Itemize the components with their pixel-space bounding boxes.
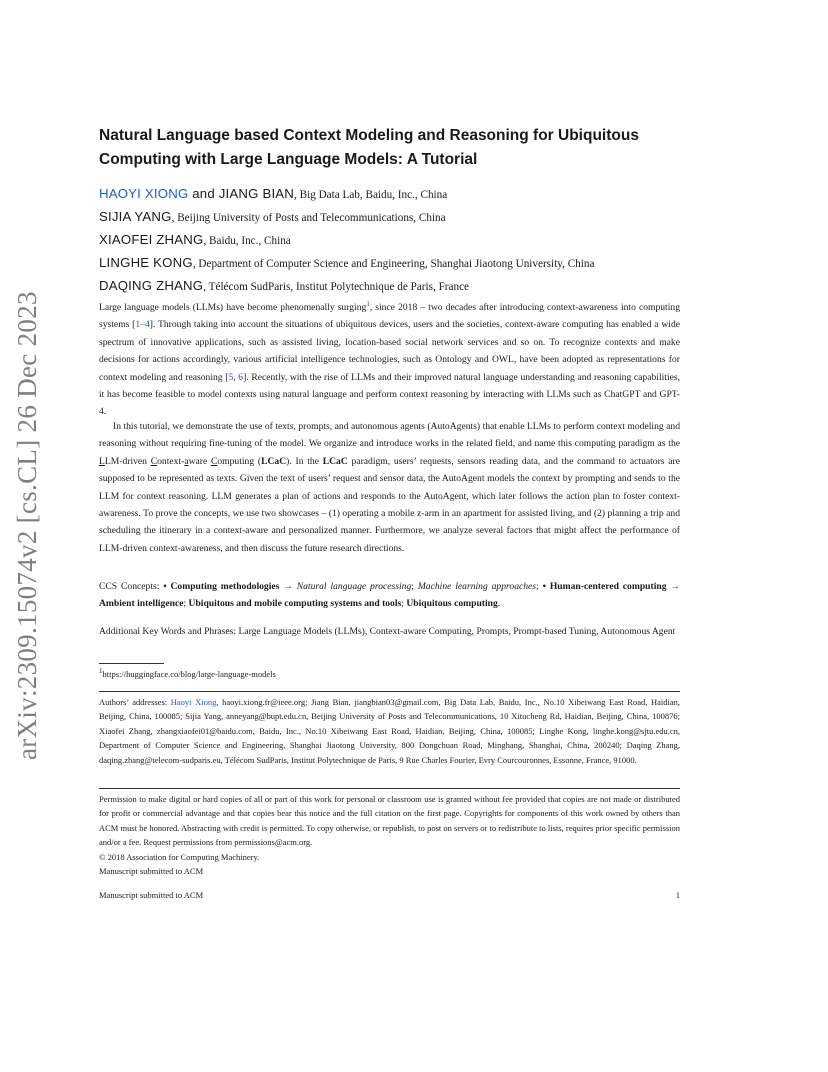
abstract-paragraph-1 [99, 299, 680, 421]
author-affiliation: , Department of Computer Science and Engineering, Shanghai Jiaotong University, China [192, 258, 595, 270]
page-footer [99, 890, 680, 900]
text-span: paradigm, users’ requests, sensors reading data, and the command to actuators are supposed to be represented as texts. Given the text of users’ request and sensor data, the AutoAgent models the context by prompting and sends to the LLM for context reasoning. LLM generates a plan of actions and responds to the AutoAgent, which later follows the action plan to foster context-awareness. To prove the concepts, we use two showcases – (1) operating a mobile z-arm in an apartment for assisted living, and (2) planning a trip and scheduling the itinerary in a context-aware and personalized manner. Furthermore, we analyze several factors that might affect the performance of LLM-driven context-awareness, and then discuss the future research directions. [99, 455, 680, 554]
ccs-concepts [99, 578, 680, 613]
author-affiliation: , Télécom SudParis, Institut Polytechnique de Paris, France [203, 281, 470, 293]
lcac-term: LCaC [261, 455, 287, 467]
text-span: , [233, 371, 239, 383]
text-span: Authors’ addresses: [99, 697, 171, 707]
ccs-concept: Ambient intelligence [99, 598, 184, 610]
footer-journal: Manuscript submitted to ACM [99, 890, 204, 900]
footnote-number: 1 [99, 667, 103, 676]
text-span: ware [188, 455, 211, 467]
author-line-2 [99, 206, 739, 229]
text-span: ]. Through taking into account the situations of ubiquitous devices, users and the societies, context-aware computing has enabled a wide spectrum of innovative applications, such as assisted living, location-based social network services and so on. To recognize contexts and make decisions for actions accordingly, various artificial intelligence technologies, such as Ontology and OWL, have been adopted as representations for context modeling and reasoning [ [99, 319, 681, 383]
author-affiliation: , Big Data Lab, Baidu, Inc., China [294, 189, 448, 201]
text-span: ontext- [157, 455, 185, 467]
ccs-concept: Human-centered computing [549, 581, 667, 592]
author-addresses [99, 695, 680, 767]
ccs-separator: ; [183, 598, 189, 610]
text-span: omputing ( [217, 455, 262, 467]
author-name-xiaofei-zhang: XIAOFEI ZHANG [99, 232, 204, 247]
ccs-end: . [497, 598, 501, 610]
ccs-separator: ; [401, 598, 407, 610]
ccs-concept: Ubiquitous computing [406, 598, 498, 610]
underlined-letter: a [184, 455, 189, 467]
ccs-bullet: • [163, 581, 171, 592]
citation-link[interactable]: 1–4 [135, 319, 150, 331]
abstract-paragraph-2 [99, 418, 680, 557]
ccs-subconcept: Natural language processing [296, 581, 412, 592]
text-span: LM-driven [104, 455, 151, 467]
author-affiliation: , Beijing University of Posts and Telecommunications, China [171, 212, 446, 224]
author-line-1 [99, 183, 739, 206]
author-name-sijia-yang: SIJIA YANG [99, 209, 172, 224]
author-link-haoyi-xiong[interactable]: HAOYI XIONG [99, 186, 189, 201]
footnote-marker-link[interactable]: 1 [366, 299, 370, 308]
footnote-divider [99, 663, 164, 664]
paper-title: Natural Language based Context Modeling and Reasoning for Ubiquitous Computing with Large Language Models: A Tutorial [99, 127, 639, 168]
ccs-label: CCS Concepts: [99, 581, 164, 592]
ccs-bullet: • [542, 581, 550, 592]
author-and: and [188, 186, 219, 201]
author-name-jiang-bian: JIANG BIAN [218, 186, 295, 201]
text-span: , haoyi.xiong.fr@ieee.org; Jiang Bian, jiangbian03@gmail.com, Big Data Lab, Baidu, Inc., No.10 Xibeiwang East Road, Haidian, Beijing, China, 100085; Sijia Yang, anneyang@bupt.edu.cn, Beijing University of Posts and Telecommunications, 10 Xitucheng Rd, Haidian, Beijing, China, 100876; Xiaofei Zhang, zhangxiaofei01@baidu.com, Baidu, Inc., No.10 Xibeiwang East Road, Haidian, Beijing, China, 100085; Linghe Kong, linghe.kong@sjtu.edu.cn, Department of Computer Science and Engineering, Shanghai Jiaotong University, 800 Dongchuan Road, Minghang, Shanghai, China, 200240; Daqing Zhang, daqing.zhang@telecom-sudparis.eu, Télécom SudParis, Institut Polytechnique de Paris, 9 Rue Charles Fourier, Evry Courcouronnes, Essonne, France, 91000. [99, 697, 680, 765]
text-span: In this tutorial, we demonstrate the use of texts, prompts, and autonomous agents (AutoAgents) that enable LLMs to perform context modeling and reasoning without requiring fine-tuning of the model. We organize and introduce works in the related field, and name this computing paradigm as the [99, 421, 680, 450]
addresses-divider [99, 691, 680, 692]
ccs-arrow: → [666, 581, 680, 592]
author-line-5 [99, 275, 739, 298]
ccs-concept: Ubiquitous and mobile computing systems and tools [188, 598, 402, 610]
ccs-separator: ; [536, 581, 543, 592]
footnote-url[interactable]: https://huggingface.co/blog/large-language-models [102, 669, 276, 679]
underlined-letter: L [99, 455, 105, 467]
lcac-term: LCaC [322, 455, 348, 467]
text-span: Large language models (LLMs) have become phenomenally surging [99, 302, 367, 313]
author-name-daqing-zhang: DAQING ZHANG [99, 278, 204, 293]
underlined-letter: C [150, 455, 158, 467]
permission-notice: Permission to make digital or hard copies of all or part of this work for personal or classroom use is granted without fee provided that copies are not made or distributed for profit or commercial advantage and that copies bear this notice and the full citation on the first page. Copyrights for components of this work owned by others than ACM must be honored. Abstracting with credit is permitted. To copy otherwise, or republish, to post on servers or to redistribute to lists, requires prior specific permission and/or a fee. Request permissions from permissions@acm.org. [99, 794, 680, 848]
text-span: ]. Recently, with the rise of LLMs and their improved natural language understanding and reasoning capabilities, it has become feasible to model contexts using natural language and perform context reasoning by interacting with LLMs such as ChatGPT and GPT-4. [99, 371, 681, 418]
arxiv-stamp: arXiv:2309.15074v2 [cs.CL] 26 Dec 2023 [12, 291, 42, 760]
citation-link[interactable]: 6 [238, 371, 244, 383]
author-address-link[interactable]: Haoyi Xiong [170, 697, 217, 707]
text-span: , since 2018 – two decades after introducing context-awareness into computing systems [ [99, 302, 680, 331]
ccs-arrow: → [279, 581, 297, 592]
author-name-linghe-kong: LINGHE KONG [99, 255, 193, 270]
ccs-separator: ; [411, 581, 418, 592]
manuscript-note: Manuscript submitted to ACM [99, 866, 204, 877]
citation-link[interactable]: 5 [228, 371, 234, 383]
author-line-4 [99, 252, 739, 275]
permission-divider [99, 788, 680, 789]
copyright-line: © 2018 Association for Computing Machinery. [99, 851, 260, 862]
underlined-letter: C [210, 455, 218, 467]
author-line-3 [99, 229, 739, 252]
page-number: 1 [675, 890, 680, 900]
author-list [99, 183, 739, 298]
footnote [99, 668, 276, 681]
author-affiliation: , Baidu, Inc., China [203, 235, 291, 247]
text-span: ). In the [286, 455, 323, 467]
permission-block [99, 792, 680, 878]
ccs-concept: Computing methodologies [170, 581, 280, 592]
ccs-subconcept: Machine learning approaches [417, 581, 537, 592]
keywords: Additional Key Words and Phrases: Large Language Models (LLMs), Context-aware Computing, Prompts, Prompt-based Tuning, Autonomous Agent [99, 626, 676, 637]
